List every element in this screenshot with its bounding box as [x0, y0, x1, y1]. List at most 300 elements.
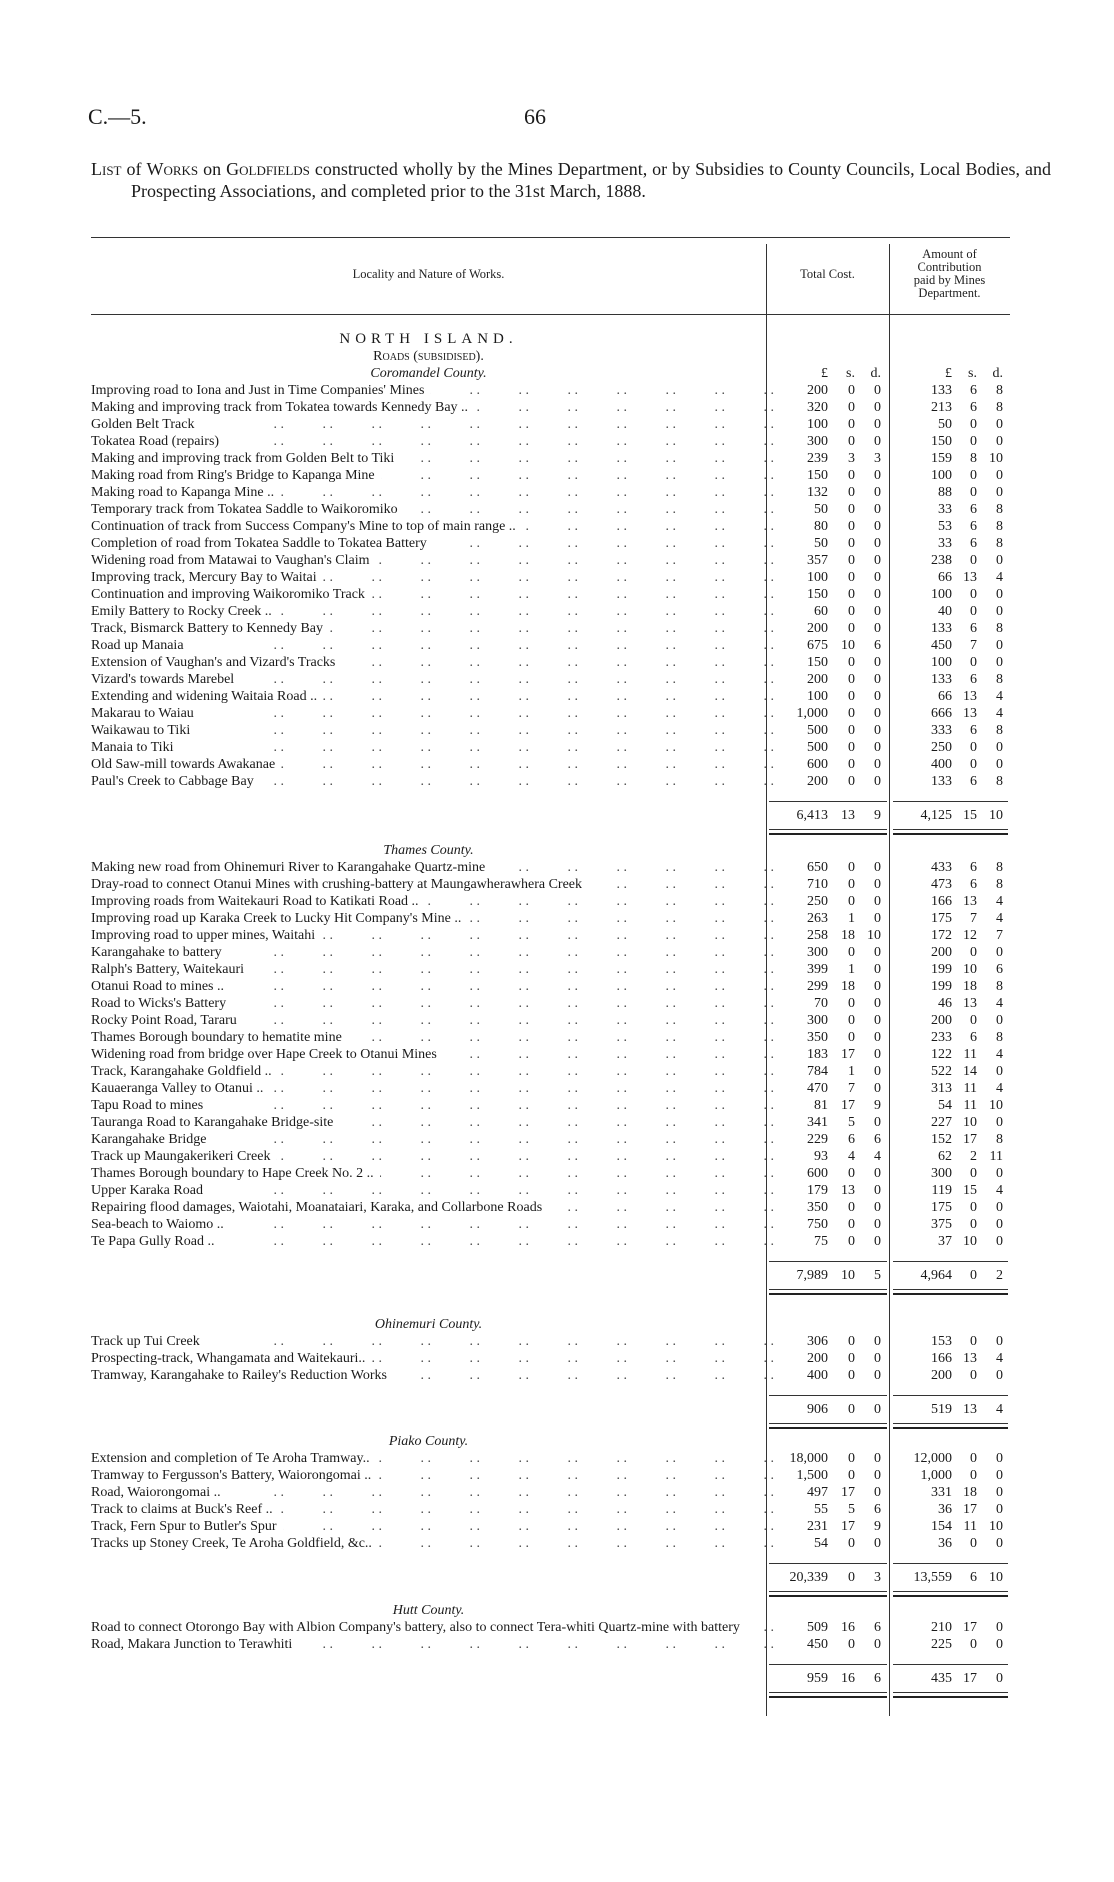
contribution-cell — [91, 399, 1010, 416]
pounds-value: 470 — [807, 1081, 828, 1096]
work-description-text: Tapu Road to mines — [91, 1098, 209, 1113]
table-row — [91, 620, 1010, 637]
pence-value: 10 — [989, 1570, 1003, 1585]
shillings-value: 12 — [963, 928, 977, 943]
shillings-value: 5 — [848, 1502, 855, 1517]
pounds-value: 152 — [931, 1132, 952, 1147]
pounds-value: 250 — [807, 894, 828, 909]
shillings-value: 0 — [848, 877, 855, 892]
contribution-sum — [91, 1569, 1010, 1586]
county-heading: Thames County. — [383, 843, 474, 858]
shillings-value: 0 — [848, 553, 855, 568]
island-heading: NORTH ISLAND. — [339, 331, 518, 347]
pounds-value: 119 — [931, 1183, 952, 1198]
unit-label: d. — [992, 366, 1003, 381]
table-row — [91, 1148, 1010, 1165]
pounds-value: 350 — [807, 1200, 828, 1215]
pounds-value: 154 — [931, 1519, 952, 1534]
shillings-value: 0 — [970, 1013, 977, 1028]
work-description-text: Road, Waiorongomai .. — [91, 1485, 227, 1500]
shillings-value: 0 — [970, 757, 977, 772]
pence-value: 8 — [996, 502, 1003, 517]
shillings-value: 0 — [970, 485, 977, 500]
pounds-value: 175 — [931, 911, 952, 926]
work-description-text: Thames Borough boundary to hematite mine — [91, 1030, 348, 1045]
table-row — [91, 961, 1010, 978]
county-heading: Piako County. — [388, 1434, 469, 1449]
shillings-value: 0 — [848, 1402, 855, 1417]
shillings-value: 0 — [848, 502, 855, 517]
pounds-value: 4,125 — [920, 808, 952, 823]
pence-value: 0 — [996, 604, 1003, 619]
shillings-value: 5 — [848, 1115, 855, 1130]
table-row — [91, 1450, 1010, 1467]
pounds-value: 399 — [807, 962, 828, 977]
table-row — [91, 382, 1010, 399]
pounds-value: 93 — [814, 1149, 828, 1164]
table-row — [91, 1046, 1010, 1063]
pounds-value: 54 — [814, 1536, 828, 1551]
contribution-cell — [91, 603, 1010, 620]
pence-value: 0 — [996, 1485, 1003, 1500]
shillings-value: 0 — [848, 774, 855, 789]
pence-value: 0 — [874, 1234, 881, 1249]
table-row — [91, 876, 1010, 893]
pounds-value: 46 — [938, 996, 952, 1011]
work-description-text: Making road to Kapanga Mine .. — [91, 485, 280, 500]
title-text: constructed wholly by the Mines Department, or by Subsidies to County Councils, Local Bodies, and Prospecting Associations, and completed prior to the 31st March, 1888. — [131, 159, 1052, 201]
shillings-value: 18 — [963, 979, 977, 994]
pounds-value: 53 — [938, 519, 952, 534]
column-header-locality: Locality and Nature of Works. — [352, 267, 505, 281]
pounds-value: 522 — [931, 1064, 952, 1079]
pence-value: 0 — [996, 1234, 1003, 1249]
pounds-value: 357 — [807, 553, 828, 568]
pounds-value: 100 — [807, 417, 828, 432]
pence-value: 8 — [996, 1030, 1003, 1045]
pence-value: 6 — [874, 1132, 881, 1147]
pounds-value: 473 — [931, 877, 952, 892]
shillings-value: 0 — [848, 1234, 855, 1249]
table-row — [91, 1350, 1010, 1367]
pence-value: 4 — [996, 570, 1003, 585]
shillings-value: 0 — [848, 1451, 855, 1466]
shillings-value: 0 — [848, 1030, 855, 1045]
pence-value: 0 — [874, 740, 881, 755]
pounds-value: 66 — [938, 689, 952, 704]
pounds-value: 231 — [807, 1519, 828, 1534]
pounds-value: 133 — [931, 383, 952, 398]
pounds-value: 50 — [938, 417, 952, 432]
pence-value: 0 — [874, 894, 881, 909]
pence-value: 0 — [874, 1351, 881, 1366]
contribution-cell — [91, 1333, 1010, 1350]
shillings-value: 6 — [970, 400, 977, 415]
pounds-value: 75 — [814, 1234, 828, 1249]
pence-value: 4 — [874, 1149, 881, 1164]
shillings-value: 0 — [970, 655, 977, 670]
pence-value: 0 — [874, 757, 881, 772]
work-description-text: Improving roads from Waitekauri Road to Katikati Road .. — [91, 894, 425, 909]
shillings-value: 0 — [848, 996, 855, 1011]
shillings-value: 17 — [963, 1671, 977, 1686]
pounds-value: 122 — [931, 1047, 952, 1062]
shillings-value: 6 — [970, 860, 977, 875]
county-heading-line — [91, 365, 1010, 382]
double-rule — [893, 1692, 1008, 1698]
county-heading-line — [91, 842, 1010, 859]
contribution-cell — [91, 433, 1010, 450]
work-description-text: Tramway to Fergusson's Battery, Waiorongomai .. — [91, 1468, 377, 1483]
pounds-value: 132 — [807, 485, 828, 500]
pounds-value: 400 — [807, 1368, 828, 1383]
pounds-value: 1,000 — [920, 1468, 952, 1483]
pounds-value: 100 — [931, 655, 952, 670]
shillings-value: 0 — [848, 706, 855, 721]
pounds-value: 62 — [938, 1149, 952, 1164]
table-row — [91, 910, 1010, 927]
pounds-value: 300 — [807, 1013, 828, 1028]
pence-value: 0 — [874, 860, 881, 875]
total-rule — [769, 1261, 887, 1262]
column-header-line: Contribution — [917, 260, 982, 274]
pence-value: 8 — [996, 536, 1003, 551]
shillings-value: 0 — [848, 1637, 855, 1652]
contribution-cell — [91, 569, 1010, 586]
pence-value: 4 — [996, 911, 1003, 926]
pence-value: 0 — [874, 962, 881, 977]
table-row — [91, 586, 1010, 603]
pence-value: 0 — [874, 706, 881, 721]
title-word: on — [198, 159, 227, 179]
contribution-cell — [91, 739, 1010, 756]
shillings-value: 0 — [848, 672, 855, 687]
table-row — [91, 1097, 1010, 1114]
work-description-text: Rocky Point Road, Tararu — [91, 1013, 243, 1028]
contribution-cell — [91, 756, 1010, 773]
work-description-text: Tracks up Stoney Creek, Te Aroha Goldfield, &c.. — [91, 1536, 378, 1551]
pounds-value: 18,000 — [789, 1451, 828, 1466]
pounds-value: 150 — [807, 655, 828, 670]
pounds-value: 200 — [931, 945, 952, 960]
table-row — [91, 773, 1010, 790]
column-header-total-cost: Total Cost. — [800, 267, 855, 281]
shillings-value: 17 — [963, 1132, 977, 1147]
contribution-cell — [91, 1501, 1010, 1518]
pounds-value: 50 — [814, 502, 828, 517]
table-row — [91, 1131, 1010, 1148]
contribution-cell — [91, 671, 1010, 688]
pounds-value: 375 — [931, 1217, 952, 1232]
pence-value: 0 — [874, 979, 881, 994]
double-rule — [769, 1591, 887, 1597]
shillings-value: 17 — [841, 1485, 855, 1500]
pounds-value: 40 — [938, 604, 952, 619]
work-description-text: Continuation and improving Waikoromiko Track — [91, 587, 371, 602]
work-description-text: Road, Makara Junction to Terawhiti — [91, 1637, 298, 1652]
contribution-cell — [91, 518, 1010, 535]
total-rule — [769, 1563, 887, 1564]
pounds-value: 300 — [931, 1166, 952, 1181]
table-row — [91, 416, 1010, 433]
pounds-value: 400 — [931, 757, 952, 772]
pence-value: 0 — [874, 911, 881, 926]
pence-value: 10 — [989, 1098, 1003, 1113]
county-total-row — [91, 1569, 1010, 1586]
pence-value: 4 — [996, 1402, 1003, 1417]
contribution-cell — [91, 1114, 1010, 1131]
pence-value: 0 — [874, 1217, 881, 1232]
pence-value: 0 — [996, 945, 1003, 960]
pence-value: 9 — [874, 808, 881, 823]
pounds-value: 320 — [807, 400, 828, 415]
total-rule — [769, 1664, 887, 1665]
pence-value: 0 — [874, 468, 881, 483]
pence-value: 8 — [996, 860, 1003, 875]
county-section — [91, 1433, 1010, 1586]
shillings-value: 0 — [848, 1013, 855, 1028]
pence-value: 6 — [874, 1620, 881, 1635]
pence-value: 10 — [867, 928, 881, 943]
shillings-value: 0 — [970, 1166, 977, 1181]
pounds-value: 229 — [807, 1132, 828, 1147]
shillings-value: 0 — [848, 1351, 855, 1366]
shillings-value: 0 — [848, 570, 855, 585]
pence-value: 0 — [874, 1402, 881, 1417]
contribution-cell — [91, 467, 1010, 484]
contribution-cell — [91, 1097, 1010, 1114]
table-row — [91, 705, 1010, 722]
pounds-value: 199 — [931, 962, 952, 977]
pounds-value: 6,413 — [796, 808, 828, 823]
pounds-value: 159 — [931, 451, 952, 466]
county-section — [91, 1602, 1010, 1687]
pence-value: 0 — [874, 400, 881, 415]
pence-value: 0 — [874, 485, 881, 500]
pounds-value: 200 — [807, 621, 828, 636]
contribution-cell — [91, 1199, 1010, 1216]
shillings-value: 10 — [963, 1115, 977, 1130]
pence-value: 0 — [996, 1368, 1003, 1383]
pence-value: 0 — [996, 1217, 1003, 1232]
double-rule — [769, 1423, 887, 1429]
pence-value: 0 — [874, 434, 881, 449]
table-row — [91, 1501, 1010, 1518]
contribution-cell — [91, 654, 1010, 671]
pence-value: 0 — [996, 757, 1003, 772]
shillings-value: 0 — [848, 655, 855, 670]
shillings-value: 6 — [970, 536, 977, 551]
shillings-value: 16 — [841, 1671, 855, 1686]
shillings-value: 13 — [841, 1183, 855, 1198]
pounds-value: 33 — [938, 536, 952, 551]
pounds-value: 784 — [807, 1064, 828, 1079]
pounds-value: 200 — [807, 1351, 828, 1366]
shillings-value: 1 — [848, 1064, 855, 1079]
pounds-value: 666 — [931, 706, 952, 721]
pounds-value: 650 — [807, 860, 828, 875]
pence-value: 0 — [996, 485, 1003, 500]
shillings-value: 10 — [963, 1234, 977, 1249]
table-row — [91, 1367, 1010, 1384]
table-row — [91, 603, 1010, 620]
shillings-value: 0 — [848, 860, 855, 875]
shillings-value: 10 — [841, 638, 855, 653]
table-row — [91, 671, 1010, 688]
work-description-text: Extension and completion of Te Aroha Tramway.. — [91, 1451, 376, 1466]
pounds-value: 433 — [931, 860, 952, 875]
table-header-rule — [91, 314, 1010, 315]
pence-value: 0 — [874, 655, 881, 670]
pence-value: 0 — [874, 1334, 881, 1349]
work-description-text: Sea-beach to Waiomo .. — [91, 1217, 230, 1232]
pence-value: 0 — [996, 1637, 1003, 1652]
shillings-value: 15 — [963, 1183, 977, 1198]
pounds-value: 225 — [931, 1637, 952, 1652]
pounds-value: 450 — [931, 638, 952, 653]
contribution-sum — [91, 1401, 1010, 1418]
pounds-value: 263 — [807, 911, 828, 926]
pence-value: 0 — [874, 1451, 881, 1466]
contribution-cell — [91, 1148, 1010, 1165]
shillings-value: 1 — [848, 962, 855, 977]
table-row — [91, 1199, 1010, 1216]
work-description-text: Making and improving track from Golden Belt to Tiki — [91, 451, 400, 466]
shillings-value: 17 — [841, 1519, 855, 1534]
double-rule — [769, 1289, 887, 1295]
table-row — [91, 1063, 1010, 1080]
pence-value: 10 — [989, 808, 1003, 823]
shillings-value: 17 — [963, 1502, 977, 1517]
shillings-value: 7 — [848, 1081, 855, 1096]
shillings-value: 16 — [841, 1620, 855, 1635]
table-row — [91, 995, 1010, 1012]
work-description-text: Completion of road from Tokatea Saddle to Tokatea Battery — [91, 536, 433, 551]
shillings-value: 6 — [970, 383, 977, 398]
double-rule — [893, 1423, 1008, 1429]
total-rule — [893, 1664, 1008, 1665]
shillings-value: 13 — [963, 689, 977, 704]
pence-value: 8 — [996, 877, 1003, 892]
pence-value: 0 — [874, 774, 881, 789]
table-row — [91, 1636, 1010, 1653]
shillings-value: 0 — [848, 1536, 855, 1551]
pence-value: 4 — [996, 689, 1003, 704]
work-description-text: Otanui Road to mines .. — [91, 979, 230, 994]
pounds-value: 200 — [807, 774, 828, 789]
double-rule — [769, 1692, 887, 1698]
pence-value: 0 — [874, 1047, 881, 1062]
contribution-units — [91, 365, 1010, 382]
table-row — [91, 654, 1010, 671]
pounds-value: 133 — [931, 621, 952, 636]
pence-value: 4 — [996, 996, 1003, 1011]
column-header-contribution — [889, 248, 1010, 300]
pence-value: 4 — [996, 1081, 1003, 1096]
table-row — [91, 535, 1010, 552]
shillings-value: 0 — [848, 587, 855, 602]
work-description-text: Improving road to upper mines, Waitahi — [91, 928, 321, 943]
county-total-row — [91, 807, 1010, 824]
column-header-line: paid by Mines — [913, 273, 986, 287]
table-row — [91, 1535, 1010, 1552]
pence-value: 0 — [874, 519, 881, 534]
pounds-value: 300 — [807, 434, 828, 449]
pence-value: 4 — [996, 1183, 1003, 1198]
contribution-cell — [91, 1535, 1010, 1552]
contribution-cell — [91, 705, 1010, 722]
pence-value: 4 — [996, 1351, 1003, 1366]
shillings-value: 11 — [963, 1047, 977, 1062]
work-description-text: Upper Karaka Road — [91, 1183, 209, 1198]
contribution-cell — [91, 484, 1010, 501]
pence-value: 0 — [874, 1485, 881, 1500]
work-description-text: Repairing flood damages, Waiotahi, Moanataiari, Karaka, and Collarbone Roads — [91, 1200, 548, 1215]
contribution-cell — [91, 1046, 1010, 1063]
pounds-value: 100 — [931, 468, 952, 483]
pounds-value: 200 — [931, 1368, 952, 1383]
title-word: of — [121, 159, 147, 179]
pence-value: 3 — [874, 1570, 881, 1585]
contribution-cell — [91, 773, 1010, 790]
pence-value: 8 — [996, 672, 1003, 687]
work-description-text: Golden Belt Track — [91, 417, 200, 432]
county-total-row — [91, 1401, 1010, 1418]
title-word: Works — [146, 159, 199, 179]
work-description-text: Track, Bismarck Battery to Kennedy Bay — [91, 621, 329, 636]
unit-label: s. — [968, 366, 977, 381]
work-description-text: Track, Karangahake Goldfield .. — [91, 1064, 278, 1079]
contribution-cell — [91, 688, 1010, 705]
shillings-value: 6 — [970, 502, 977, 517]
shillings-value: 0 — [848, 434, 855, 449]
pence-value: 0 — [874, 1064, 881, 1079]
pence-value: 0 — [874, 877, 881, 892]
pounds-value: 199 — [931, 979, 952, 994]
pounds-value: 100 — [807, 570, 828, 585]
contribution-cell — [91, 978, 1010, 995]
shillings-value: 13 — [963, 996, 977, 1011]
pence-value: 0 — [996, 638, 1003, 653]
pence-value: 6 — [996, 962, 1003, 977]
shillings-value: 13 — [963, 1351, 977, 1366]
shillings-value: 6 — [970, 877, 977, 892]
column-header-line: Amount of — [922, 247, 977, 261]
total-rule — [769, 801, 887, 802]
pence-value: 0 — [996, 1502, 1003, 1517]
shillings-value: 0 — [848, 1468, 855, 1483]
pounds-value: 238 — [931, 553, 952, 568]
shillings-value: 0 — [848, 1334, 855, 1349]
shillings-value: 2 — [970, 1149, 977, 1164]
pounds-value: 233 — [931, 1030, 952, 1045]
shillings-value: 13 — [963, 570, 977, 585]
contribution-sum — [91, 1670, 1010, 1687]
table-row — [91, 756, 1010, 773]
work-description-text: Karangahake Bridge — [91, 1132, 212, 1147]
shillings-value: 0 — [848, 1368, 855, 1383]
shillings-value: 6 — [970, 1030, 977, 1045]
pounds-value: 150 — [931, 434, 952, 449]
page-number: 66 — [524, 104, 546, 129]
shillings-value: 0 — [848, 536, 855, 551]
shillings-value: 0 — [848, 519, 855, 534]
pence-value: 8 — [996, 723, 1003, 738]
contribution-cell — [91, 1012, 1010, 1029]
pounds-value: 906 — [807, 1402, 828, 1417]
shillings-value: 6 — [970, 672, 977, 687]
pounds-value: 100 — [931, 587, 952, 602]
